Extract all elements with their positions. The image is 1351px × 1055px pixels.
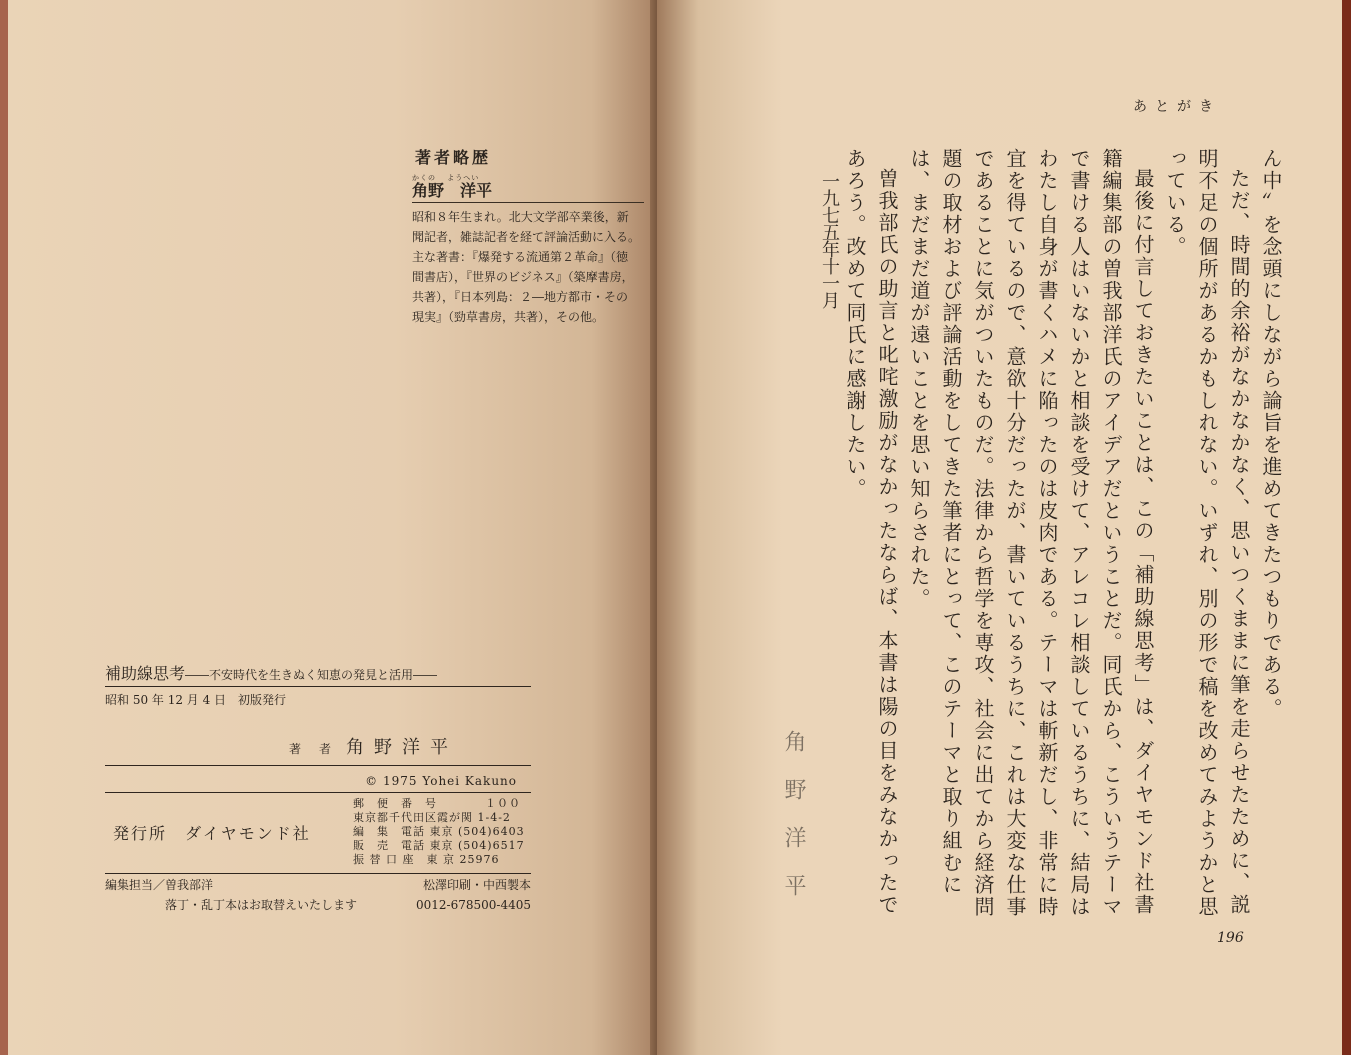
editor: 編集担当／曽我部洋	[105, 878, 214, 892]
colophon-author-name: 角野洋平	[346, 737, 459, 758]
divider	[105, 792, 531, 793]
paragraph: 曽我部氏の助言と叱咤激励がなかったならば、本書は陽の目をみなかったであろう。改めて同氏に感謝したい。	[843, 148, 899, 916]
paragraph: ん中〟を念頭にしながら論旨を進めてきたつもりである。	[1259, 148, 1283, 720]
afterword-text	[843, 148, 1287, 918]
profile-line: 昭和８年生まれ。北大文学部卒業後，新	[412, 210, 629, 224]
publisher-name: ダイヤモンド社	[185, 823, 311, 843]
publisher-detail-line: 販 売 電話 東京 (504)6517	[353, 839, 525, 852]
publisher-detail-line: 編 集 電話 東京 (504)6403	[353, 825, 525, 838]
paragraph: ただ、時間的余裕がなかなかなく、思いつくままに筆を走らせたために、説明不足の個所があるかもしれない。いずれ、別の形で稿を改めてみようかと思っている。	[1163, 148, 1251, 918]
author-name-ruby: かくの ようへい	[412, 174, 480, 182]
notice: 落丁・乱丁本はお取替えいたします	[165, 898, 358, 912]
notice-row	[105, 896, 531, 914]
publisher-details	[353, 797, 525, 867]
left-page	[0, 0, 657, 1055]
profile-author-name: 角野 洋平	[412, 181, 493, 200]
publisher	[105, 821, 353, 844]
profile-line: 間書店），『世界のビジネス』（築摩書房，	[412, 270, 634, 284]
profile-title: 著者略歴	[415, 148, 492, 167]
author-profile	[412, 148, 644, 327]
copyright: © 1975 Yohei Kakuno	[365, 774, 517, 788]
colophon	[105, 663, 531, 914]
divider	[412, 202, 644, 203]
publisher-detail-line: 振 替 口 座 東 京 25976	[353, 853, 500, 866]
divider	[105, 873, 531, 874]
date: 一九七五年十一月	[819, 172, 840, 308]
page-number: 196	[1217, 930, 1244, 946]
publisher-label: 発行所	[113, 823, 168, 843]
profile-line: 主な著書：『爆発する流通第２革命』（徳	[412, 250, 629, 264]
book-title-subtitle: ――不安時代を生きぬく知恵の発見と活用――	[185, 668, 438, 682]
colophon-author	[289, 733, 531, 759]
book-title	[105, 663, 531, 686]
publisher-block	[105, 797, 531, 867]
page-edge	[0, 0, 8, 1055]
signature: 角野洋平	[781, 730, 806, 922]
staff-row	[105, 876, 531, 894]
profile-line: 聞記者，雑誌記者を経て評論活動に入る。	[412, 230, 641, 244]
divider	[105, 765, 531, 766]
publisher-detail-line: 郵 便 番 号 １００	[353, 797, 521, 810]
printer: 松澤印刷・中西製本	[422, 878, 531, 892]
book-title-main: 補助線思考	[105, 664, 186, 683]
profile-line: 共著），『日本列島：２―地方都市・その	[412, 290, 629, 304]
running-header: あとがき	[1133, 99, 1221, 115]
profile-line: 現実』（勁草書房，共著），その他。	[412, 310, 605, 324]
edition-date: 昭和 50 年 12 月 4 日 初版発行	[105, 693, 287, 707]
page-edge	[1342, 0, 1351, 1055]
book-code: 0012-678500-4405	[416, 898, 531, 912]
divider	[105, 686, 531, 687]
author-label: 著 者	[289, 742, 335, 756]
publisher-detail-line: 東京都千代田区霞が関 1-4-2	[353, 811, 511, 824]
paragraph: 最後に付言しておきたいことは、この「補助線思考」は、ダイヤモンド社書籍編集部の曽我部洋氏のアイデアだということだ。同氏から、こういうテーマで書ける人はいないかと相談を受けて、アレコレ相談しているうちに、結局はわたし自身が書くハメに陥ったのは皮肉である。テーマは斬新だし、非常に時宜を得ているので、意欲十分だったが、書いているうちに、これは大変な仕事であることに気がついたものだ。法律から哲学を専攻、社会に出てから経済問題の取材および評論活動をしてきた筆者にとって、このテーマと取り組むには、まだまだ道が遠いことを思い知らされた。	[907, 148, 1155, 918]
